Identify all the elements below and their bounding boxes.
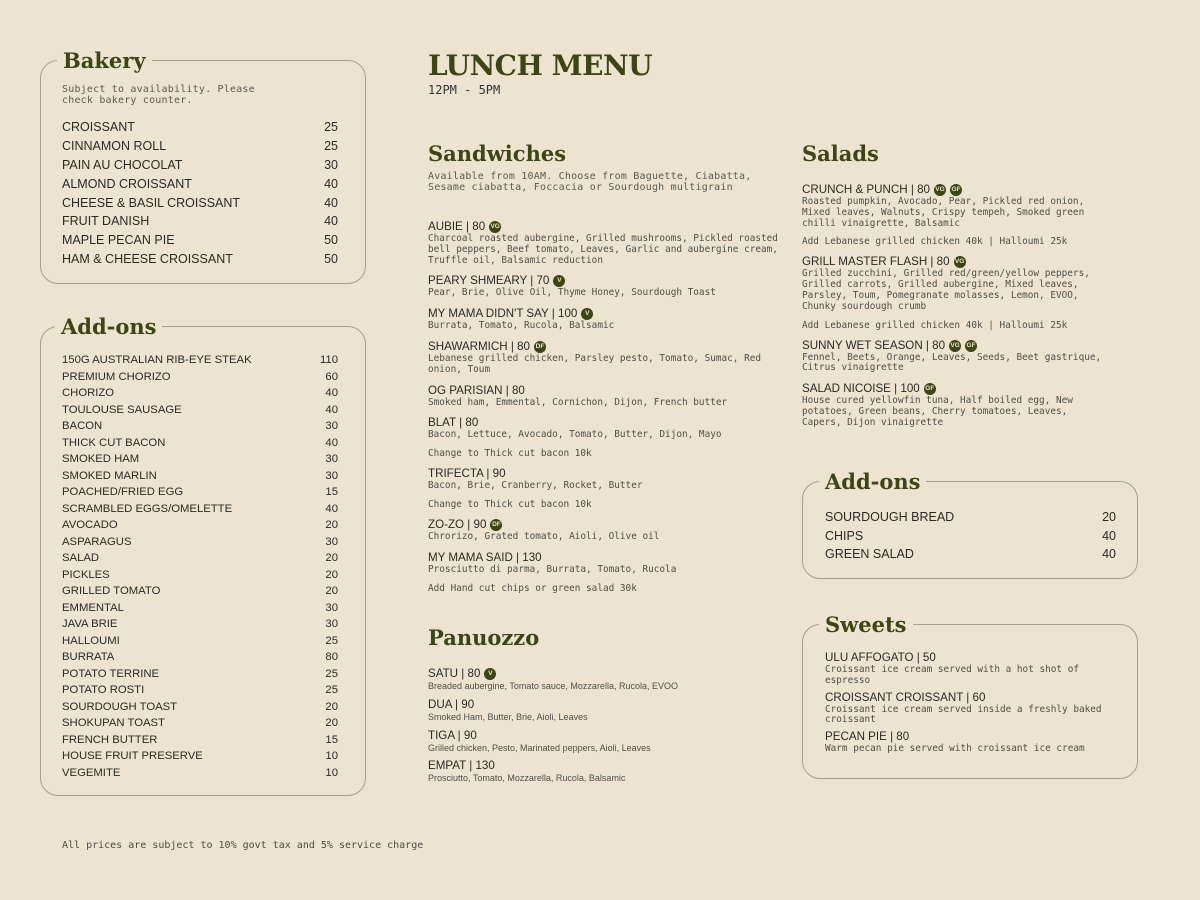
price-row (62, 600, 338, 617)
menu-item-description: Breaded aubergine, Tomato sauce, Mozzarella, Rucola, EVOO (428, 681, 678, 691)
item-price: 25 (325, 634, 338, 647)
price-row (62, 517, 338, 534)
menu-item-description: Grilled chicken, Pesto, Marinated peppers, Aioli, Leaves (428, 742, 651, 753)
menu-item-name-row (428, 551, 778, 565)
menu-item-addon-note: Add Lebanese grilled chicken 40k | Halloumi 25k (802, 236, 1068, 248)
item-name: HAM & CHEESE CROISSANT (62, 252, 233, 267)
menu-item-description: Warm pecan pie served with croissant ice cream (825, 743, 1085, 755)
menu-item-description: Roasted pumpkin, Avocado, Pear, Pickled red onion, Mixed leaves, Walnuts, Crispy tempeh, Smoked green chilli vinaigrette, Balsamic (802, 196, 1085, 229)
diet-badge: VG (954, 256, 966, 268)
item-name: CROISSANT (62, 120, 135, 134)
sandwiches-note: Available from 10AM. Choose from Baguette, Ciabatta, Sesame ciabatta, Foccacia or Sourdough multigrain (428, 171, 752, 193)
panuozzo-list (428, 667, 778, 790)
item-name: PAIN AU CHOCOLAT (62, 157, 183, 172)
item-price: 25 (325, 667, 338, 680)
item-price: 50 (324, 252, 338, 267)
menu-item-name: MY MAMA DIDN'T SAY | 100 (428, 307, 578, 321)
price-row (62, 715, 338, 732)
item-name: POTATO TERRINE (62, 667, 160, 680)
menu-item (802, 255, 1112, 330)
addons-right-title: Add-ons (819, 470, 926, 494)
menu-item (825, 730, 1125, 755)
menu-item (428, 416, 778, 459)
menu-item (802, 183, 1112, 247)
price-row (825, 508, 1116, 527)
item-price: 30 (325, 535, 338, 548)
item-price: 60 (325, 370, 338, 383)
item-name: GRILLED TOMATO (62, 585, 161, 597)
menu-item (428, 729, 778, 754)
item-name: CHEESE & BASIL CROISSANT (62, 195, 241, 210)
item-name: CINNAMON ROLL (62, 138, 167, 153)
menu-item-name: CROISSANT CROISSANT | 60 (825, 690, 986, 704)
item-price: 10 (325, 750, 338, 762)
menu-item-description: Charcoal roasted aubergine, Grilled mushrooms, Pickled roasted bell peppers, Beef tomato, Leaves, Garlic and aubergine cream, Truffle oil, Balsamic reduction (428, 233, 778, 266)
item-name: BURRATA (62, 651, 115, 663)
menu-item-addon-note: Change to Thick cut bacon 10k (428, 448, 592, 460)
menu-item-name: SUNNY WET SEASON | 80 (802, 338, 946, 352)
menu-item-name-row (428, 518, 778, 532)
menu-item-description: Smoked ham, Emmental, Cornichon, Dijon, French butter (428, 396, 728, 408)
price-row (62, 484, 338, 501)
price-row (62, 194, 338, 213)
price-row (62, 435, 338, 452)
item-price: 40 (1102, 547, 1116, 562)
item-name: PICKLES (62, 568, 110, 581)
diet-badge: VG (489, 221, 501, 233)
menu-item (428, 340, 778, 376)
sweets-title: Sweets (819, 613, 913, 637)
item-price: 40 (325, 403, 338, 416)
menu-item-name-row (825, 651, 1125, 665)
price-row (62, 402, 338, 419)
price-row (62, 633, 338, 650)
item-price: 30 (325, 453, 338, 465)
menu-item (428, 384, 778, 409)
item-name: BACON (62, 420, 103, 432)
diet-badge: V (484, 668, 496, 680)
item-name: SHOKUPAN TOAST (62, 717, 165, 729)
item-price: 20 (325, 700, 338, 713)
menu-item (428, 518, 778, 543)
price-row (62, 682, 338, 699)
menu-item-description: Fennel, Beets, Orange, Leaves, Seeds, Beet gastrique, Citrus vinaigrette (802, 351, 1102, 374)
menu-item (428, 667, 778, 692)
item-price: 20 (325, 568, 338, 581)
price-row (62, 385, 338, 402)
menu-item-name-row (825, 730, 1125, 744)
price-row (62, 649, 338, 666)
menu-item-name-row (428, 667, 778, 681)
bakery-title: Bakery (57, 49, 152, 73)
item-price: 110 (319, 354, 338, 366)
sweets-section (802, 612, 1138, 779)
menu-item-description: Croissant ice cream served inside a freshly baked croissant (825, 703, 1102, 726)
diet-badge: V (553, 275, 565, 287)
menu-item-name: AUBIE | 80 (428, 220, 486, 233)
price-row (62, 175, 338, 194)
menu-item-description: Pear, Brie, Olive Oil, Thyme Honey, Sourdough Toast (428, 287, 716, 299)
sandwiches-list (428, 220, 778, 602)
item-name: POTATO ROSTI (62, 684, 145, 696)
menu-item-addon-note: Add Lebanese grilled chicken 40k | Halloumi 25k (802, 319, 1068, 331)
item-name: JAVA BRIE (62, 618, 118, 630)
diet-badge: GF (965, 340, 977, 352)
item-price: 40 (324, 195, 338, 210)
price-row (62, 352, 338, 369)
menu-item-name-row (428, 384, 778, 398)
menu-item-description: Prosciutto, Tomato, Mozzarella, Rucola, Balsamic (428, 773, 626, 784)
price-row (62, 567, 338, 584)
menu-item-name: SALAD NICOISE | 100 (802, 382, 920, 396)
item-name: TOULOUSE SAUSAGE (62, 403, 182, 416)
addons-right-list (825, 508, 1116, 564)
item-price: 40 (325, 387, 338, 399)
price-row (62, 765, 338, 782)
item-name: SMOKED MARLIN (62, 469, 157, 482)
item-name: FRUIT DANISH (62, 214, 150, 229)
menu-item-name: SHAWARMICH | 80 (428, 339, 530, 353)
diet-badge: DF (490, 519, 502, 531)
footer-note: All prices are subject to 10% govt tax and 5% service charge (62, 840, 424, 851)
price-row (62, 699, 338, 716)
menu-item-description: Prosciutto di parma, Burrata, Tomato, Rucola (428, 563, 677, 575)
price-row (62, 418, 338, 435)
price-row (62, 468, 338, 485)
menu-item-addon-note: Add Hand cut chips or green salad 30k (428, 582, 637, 594)
price-row (62, 156, 338, 175)
menu-item-name: TRIFECTA | 90 (428, 467, 506, 481)
menu-item (802, 339, 1112, 375)
item-price: 20 (325, 585, 338, 597)
item-name: PREMIUM CHORIZO (62, 370, 171, 383)
menu-item-description: Grilled zucchini, Grilled red/green/yellow peppers, Grilled carrots, Grilled aubergine, Mixed leaves, Parsley, Toum, Pomegranate molasses, Lemon, EVOO, Chunky sourdough crumb (802, 268, 1090, 312)
price-row (62, 583, 338, 600)
price-row (62, 231, 338, 250)
item-price: 10 (325, 766, 338, 779)
menu-item-description: Croissant ice cream served with a hot shot of espresso (825, 664, 1079, 686)
price-row (62, 501, 338, 518)
price-row (62, 118, 338, 137)
menu-item-name: OG PARISIAN | 80 (428, 383, 525, 397)
item-price: 20 (1102, 510, 1116, 524)
price-row (62, 666, 338, 683)
price-row (825, 527, 1116, 546)
menu-item (802, 382, 1112, 428)
menu-item-name-row (428, 759, 778, 773)
menu-item-description: Lebanese grilled chicken, Parsley pesto, Tomato, Sumac, Red onion, Toum (428, 352, 762, 375)
menu-item (428, 220, 778, 266)
menu-item (428, 467, 778, 510)
item-price: 30 (324, 157, 338, 172)
item-name: SALAD (62, 552, 100, 564)
price-row (62, 550, 338, 567)
item-price: 15 (325, 733, 338, 746)
addons-left-list (62, 352, 338, 781)
bakery-list (62, 118, 338, 269)
sweets-list (825, 651, 1125, 759)
menu-item (428, 307, 778, 332)
item-price: 40 (1102, 528, 1116, 543)
item-name: GREEN SALAD (825, 547, 914, 562)
item-price: 25 (325, 684, 338, 696)
menu-item-name: PEARY SHMEARY | 70 (428, 274, 550, 288)
menu-item-name-row (802, 339, 1112, 353)
menu-item-description: Bacon, Brie, Cranberry, Rocket, Butter (428, 480, 643, 492)
menu-item-name-row (428, 729, 778, 743)
menu-item-name-row (428, 698, 778, 712)
diet-badge: GF (950, 184, 962, 196)
menu-item-name-row (802, 183, 1112, 197)
item-name: MAPLE PECAN PIE (62, 233, 175, 248)
menu-item-name: ZO-ZO | 90 (428, 517, 487, 531)
menu-item-addon-note: Change to Thick cut bacon 10k (428, 498, 592, 510)
item-name: HOUSE FRUIT PRESERVE (62, 750, 203, 762)
item-name: 150G AUSTRALIAN RIB-EYE STEAK (62, 354, 252, 366)
item-name: SCRAMBLED EGGS/OMELETTE (62, 502, 233, 515)
diet-badge: VG (934, 184, 946, 196)
price-row (62, 212, 338, 231)
price-row (825, 545, 1116, 564)
menu-item (428, 759, 778, 784)
menu-hours: 12PM - 5PM (428, 83, 501, 97)
item-name: HALLOUMI (62, 634, 120, 647)
menu-item-name: PECAN PIE | 80 (825, 730, 910, 744)
diet-badge: GF (924, 383, 936, 395)
menu-item-name-row (428, 416, 778, 430)
bakery-note: Subject to availability. Please check bakery counter. (62, 84, 255, 106)
item-name: SOURDOUGH BREAD (825, 510, 955, 524)
menu-item (428, 698, 778, 723)
menu-item-description: House cured yellowfin tuna, Half boiled egg, New potatoes, Green beans, Cherry tomatoes, Leaves, Capers, Dijon vinaigrette (802, 395, 1073, 428)
menu-item-description: Chrorizo, Grated tomato, Aioli, Olive oil (428, 530, 660, 542)
menu-item (428, 274, 778, 299)
item-name: ASPARAGUS (62, 535, 132, 548)
menu-item (825, 691, 1125, 727)
price-row (62, 137, 338, 156)
menu-item-name-row (802, 255, 1112, 269)
menu-item-name-row (428, 274, 778, 288)
addons-left-title: Add-ons (55, 315, 162, 339)
menu-item-name: MY MAMA SAID | 130 (428, 550, 542, 564)
price-row (62, 732, 338, 749)
sandwiches-title: Sandwiches (428, 141, 567, 166)
salads-list (802, 183, 1112, 437)
item-name: AVOCADO (62, 519, 118, 531)
item-price: 25 (324, 138, 338, 153)
menu-item-name: EMPAT | 130 (428, 759, 495, 773)
item-name: EMMENTAL (62, 601, 124, 614)
item-price: 30 (325, 618, 338, 630)
price-row (62, 534, 338, 551)
menu-item-name-row (428, 467, 778, 481)
menu-item-name-row (428, 220, 778, 234)
item-name: FRENCH BUTTER (62, 733, 158, 746)
item-name: THICK CUT BACON (62, 436, 166, 449)
menu-item (825, 651, 1125, 687)
item-price: 40 (325, 502, 338, 515)
price-row (62, 616, 338, 633)
price-row (62, 369, 338, 386)
page-title: LUNCH MENU (428, 49, 653, 82)
diet-badge: DF (534, 341, 546, 353)
diet-badge: VG (949, 340, 961, 352)
menu-item-name: GRILL MASTER FLASH | 80 (802, 255, 950, 269)
menu-item-description: Smoked Ham, Butter, Brie, Aioli, Leaves (428, 711, 588, 722)
item-name: SMOKED HAM (62, 453, 140, 465)
bakery-section (40, 48, 366, 284)
price-row (62, 451, 338, 468)
addons-right-section (802, 469, 1138, 579)
menu-item-description: Bacon, Lettuce, Avocado, Tomato, Butter, Dijon, Mayo (428, 429, 722, 441)
menu-item-name: TIGA | 90 (428, 728, 477, 742)
menu-item-name: CRUNCH & PUNCH | 80 (802, 183, 930, 196)
item-name: VEGEMITE (62, 766, 121, 779)
item-price: 80 (325, 651, 338, 663)
diet-badge: V (581, 308, 593, 320)
menu-item-name: DUA | 90 (428, 697, 475, 711)
item-price: 30 (325, 420, 338, 432)
item-price: 40 (324, 214, 338, 229)
menu-item-name: BLAT | 80 (428, 416, 479, 430)
item-price: 30 (325, 469, 338, 482)
item-price: 20 (325, 717, 338, 729)
item-price: 20 (325, 552, 338, 564)
item-name: CHORIZO (62, 387, 115, 399)
item-name: POACHED/FRIED EGG (62, 486, 184, 498)
item-price: 15 (325, 486, 338, 498)
menu-item-name-row (802, 382, 1112, 396)
item-price: 25 (324, 120, 338, 134)
salads-title: Salads (802, 141, 879, 166)
item-price: 20 (325, 519, 338, 531)
item-name: CHIPS (825, 528, 864, 543)
menu-item-name-row (428, 307, 778, 321)
addons-left-section (40, 314, 366, 796)
menu-item (428, 551, 778, 594)
item-price: 50 (324, 233, 338, 248)
menu-item-name: SATU | 80 (428, 667, 481, 680)
menu-item-name: ULU AFFOGATO | 50 (825, 651, 936, 664)
price-row (62, 748, 338, 765)
item-name: SOURDOUGH TOAST (62, 700, 178, 713)
menu-item-name-row (428, 340, 778, 354)
menu-item-description: Burrata, Tomato, Rucola, Balsamic (428, 320, 615, 332)
price-row (62, 250, 338, 269)
panuozzo-title: Panuozzo (428, 625, 540, 650)
item-price: 40 (325, 436, 338, 449)
item-price: 40 (324, 176, 338, 191)
menu-item-name-row (825, 691, 1125, 705)
item-name: ALMOND CROISSANT (62, 176, 192, 191)
item-price: 30 (325, 601, 338, 614)
